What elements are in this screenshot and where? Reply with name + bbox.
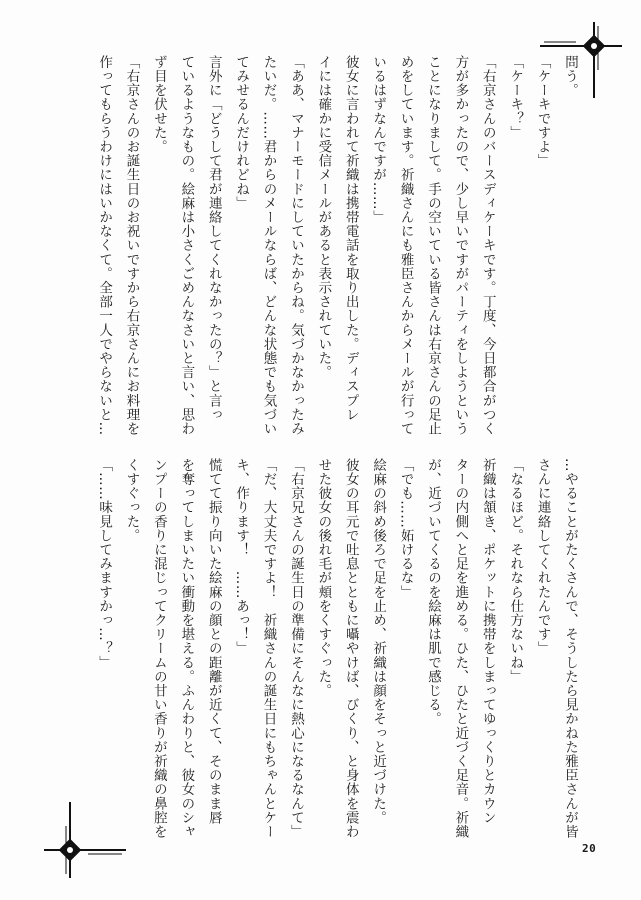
text-column: 絵麻の斜め後ろで足を止め、祈織は顔をそっと近づけた。: [370, 458, 387, 825]
text-column: 祈織は頷き、ポケットに携帯をしまってゆっくりとカウン: [479, 458, 496, 825]
text-column: を奪ってしまいたい衝動を堪える。ふんわりと、彼女のシャ: [178, 458, 195, 839]
text-column: いるはずなんですが……」: [370, 55, 387, 225]
text-column: 「でも……妬けるな」: [397, 458, 414, 599]
corner-ornament-bottom-left: [40, 800, 130, 880]
text-column: キ、作ります！ ……あっ！」: [233, 458, 250, 656]
text-column: が、近づいてくるのを絵麻は肌で感じる。: [424, 458, 441, 726]
text-column: 問う。: [562, 55, 578, 98]
text-column: ンプーの香りに混じってクリームの甘い香りが祈織の鼻腔を: [150, 458, 167, 839]
text-column: くすぐった。: [123, 458, 140, 543]
text-column: ことになりまして。手の空いている皆さんは右京さんの足止: [424, 55, 441, 436]
text-column: 「右京兄さんの誕生日の準備にそんなに熱心になるなんて」: [287, 458, 304, 839]
text-column: イには確かに受信メールがあると表示されていた。: [315, 55, 332, 380]
text-column: 「右京さんのお誕生日のお祝いですから右京さんにお料理を: [123, 55, 140, 436]
text-column: さんに連絡してくれたんです」: [534, 458, 551, 656]
text-column: …やることがたくさんで、そうしたら見かねた雅臣さんが皆: [562, 458, 578, 839]
text-column: ターの内側へと足を進める。ひた、ひたと近づく足音。祈織: [452, 458, 469, 839]
text-column: てみせるんだけれどね」: [233, 55, 250, 211]
text-column: 「だ、大丈夫ですよ！ 祈織さんの誕生日にもちゃんとケー: [260, 458, 277, 839]
text-column: 「ケーキ？」: [507, 55, 524, 140]
text-column: 彼女に言われて祈織は携帯電話を取り出した。ディスプレ: [342, 55, 359, 422]
text-column: 方が多かったので、少し早いですがパーティをしようという: [452, 55, 469, 436]
text-column: せた彼女の後れ毛が頬をくすぐった。: [315, 458, 332, 698]
text-column: 「なるほど。それなら仕方ないね」: [507, 458, 524, 684]
text-column: 言外に「どうして君が連絡してくれなかったの？」と言っ: [205, 55, 222, 422]
page-number: 20: [582, 842, 597, 855]
text-column: たいだ。……君からのメールならば、どんな状態でも気づい: [260, 55, 277, 436]
text-block-top: [90, 55, 583, 455]
text-column: ているようなもの。絵麻は小さくごめんなさいと言い、思わ: [178, 55, 195, 436]
text-column: 作ってもらうわけにはいかなくて。全部一人でやらないと…: [96, 55, 113, 436]
text-column: 「右京さんのバースディケーキです。丁度、今日都合がつく: [479, 55, 496, 436]
text-column: 慌てて振り向いた絵麻の顔との距離が近くて、そのまま唇: [205, 458, 222, 825]
text-column: 「……味見してみますかっ…？」: [96, 458, 113, 670]
text-column: ず目を伏せた。: [150, 55, 167, 154]
text-column: 彼女の耳元で吐息とともに囁やけば、びくり、と身体を震わ: [342, 458, 359, 839]
text-block-bottom: [90, 458, 583, 858]
text-column: 「ケーキですよ」: [534, 55, 551, 168]
text-column: めをしています。祈織さんにも雅臣さんからメールが行って: [397, 55, 414, 436]
text-column: 「ああ、マナーモードにしていたからね。気づかなかったみ: [287, 55, 304, 436]
